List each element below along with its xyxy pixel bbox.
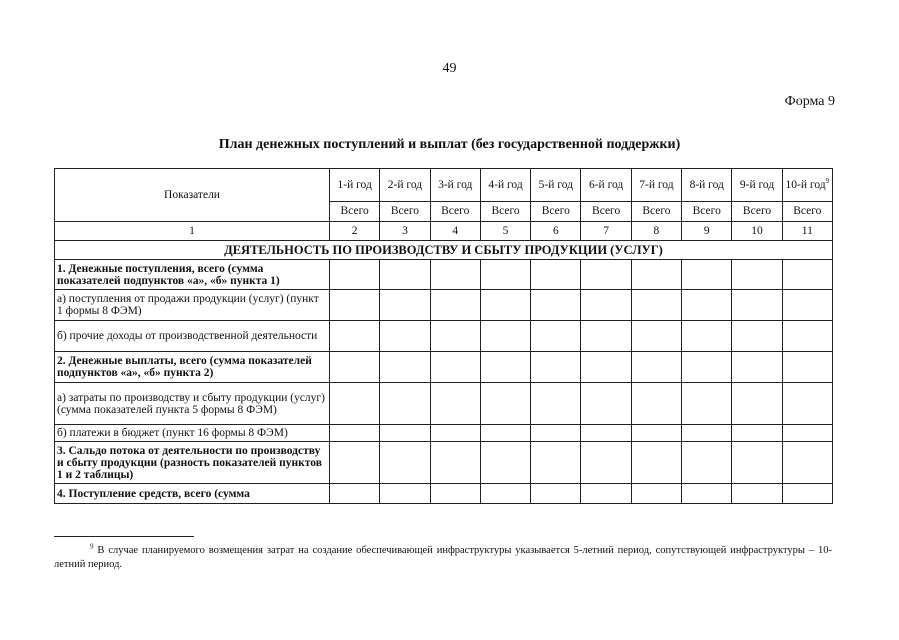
value-cell (430, 442, 480, 484)
value-cell (430, 484, 480, 504)
table-row (55, 352, 833, 383)
year-header: 1-й год (330, 169, 380, 202)
value-cell (330, 425, 380, 442)
value-cell (531, 321, 581, 352)
value-cell (531, 442, 581, 484)
value-cell (682, 425, 732, 442)
column-number: 7 (581, 222, 631, 241)
value-cell (732, 442, 782, 484)
column-number-row (55, 222, 833, 241)
value-cell (330, 484, 380, 504)
value-cell (581, 260, 631, 290)
column-number: 5 (480, 222, 530, 241)
document-title: План денежных поступлений и выплат (без государственной поддержки) (218, 137, 681, 152)
value-cell (480, 383, 530, 425)
value-cell (782, 484, 832, 504)
value-cell (330, 383, 380, 425)
value-cell (430, 352, 480, 383)
value-cell (330, 321, 380, 352)
total-subheader: Всего (531, 201, 581, 221)
value-cell (380, 425, 430, 442)
value-cell (782, 442, 832, 484)
year-header-10 (782, 169, 832, 202)
value-cell (581, 290, 631, 321)
value-cell (631, 484, 681, 504)
value-cell (430, 425, 480, 442)
table-row (55, 442, 833, 484)
value-cell (430, 290, 480, 321)
value-cell (682, 442, 732, 484)
value-cell (480, 352, 530, 383)
total-subheader: Всего (581, 201, 631, 221)
value-cell (330, 260, 380, 290)
value-cell (531, 352, 581, 383)
value-cell (732, 260, 782, 290)
value-cell (380, 442, 430, 484)
year-header: 5-й год (531, 169, 581, 202)
value-cell (732, 352, 782, 383)
column-number: 4 (430, 222, 480, 241)
footnote-text: В случае планируемого возмещения затрат на создание обеспечивающей инфраструктуры указывается 5-летний период, сопутствующей инфраструктуры – 10-летний период. (54, 545, 833, 570)
value-cell (682, 383, 732, 425)
column-number: 11 (782, 222, 832, 241)
value-cell (682, 260, 732, 290)
row-label: б) платежи в бюджет (пункт 16 формы 8 ФЭМ) (55, 425, 330, 442)
table-row (55, 383, 833, 425)
value-cell (531, 425, 581, 442)
column-number: 8 (631, 222, 681, 241)
year-header: 3-й год (430, 169, 480, 202)
row-label: 2. Денежные выплаты, всего (сумма показателей подпунктов «а», «б» пункта 2) (55, 352, 330, 383)
column-number: 10 (732, 222, 782, 241)
value-cell (430, 383, 480, 425)
value-cell (330, 352, 380, 383)
value-cell (480, 442, 530, 484)
value-cell (480, 290, 530, 321)
value-cell (480, 425, 530, 442)
total-subheader: Всего (380, 201, 430, 221)
row-label: 1. Денежные поступления, всего (сумма показателей подпунктов «а», «б» пункта 1) (55, 260, 330, 290)
value-cell (430, 321, 480, 352)
value-cell (380, 321, 430, 352)
value-cell (732, 321, 782, 352)
column-number: 9 (682, 222, 732, 241)
total-subheader: Всего (480, 201, 530, 221)
table-row (55, 425, 833, 442)
cash-flow-plan-table (54, 168, 833, 504)
value-cell (380, 383, 430, 425)
total-subheader: Всего (330, 201, 380, 221)
value-cell (430, 260, 480, 290)
table-row (55, 484, 833, 504)
value-cell (732, 290, 782, 321)
value-cell (732, 484, 782, 504)
year-header: 7-й год (631, 169, 681, 202)
year-header: 2-й год (380, 169, 430, 202)
value-cell (782, 352, 832, 383)
value-cell (480, 321, 530, 352)
value-cell (782, 383, 832, 425)
value-cell (581, 442, 631, 484)
page-number: 49 (442, 61, 457, 76)
form-label: Форма 9 (784, 94, 835, 109)
column-number: 3 (380, 222, 430, 241)
total-subheader: Всего (682, 201, 732, 221)
footnote-divider (54, 536, 194, 537)
column-number: 2 (330, 222, 380, 241)
year-header: 6-й год (581, 169, 631, 202)
value-cell (631, 352, 681, 383)
footnote-mark: 9 (825, 177, 830, 186)
value-cell (631, 290, 681, 321)
row-label: 4. Поступление средств, всего (сумма (55, 484, 330, 504)
value-cell (581, 383, 631, 425)
table-row (55, 290, 833, 321)
value-cell (631, 321, 681, 352)
year-header-10-label: 10-й год (785, 178, 826, 191)
year-header: 9-й год (732, 169, 782, 202)
year-header: 4-й год (480, 169, 530, 202)
total-subheader: Всего (732, 201, 782, 221)
header-row-years (55, 169, 833, 202)
row-label: а) поступления от продажи продукции (услуг) (пункт 1 формы 8 ФЭМ) (55, 290, 330, 321)
table-row (55, 321, 833, 352)
footnote-mark: 9 (90, 542, 94, 551)
value-cell (480, 260, 530, 290)
value-cell (380, 260, 430, 290)
value-cell (480, 484, 530, 504)
value-cell (682, 321, 732, 352)
value-cell (531, 484, 581, 504)
value-cell (531, 290, 581, 321)
column-number: 6 (531, 222, 581, 241)
row-label: а) затраты по производству и сбыту продукции (услуг) (сумма показателей пункта 5 формы 8 ФЭМ) (55, 383, 330, 425)
value-cell (631, 383, 681, 425)
value-cell (631, 260, 681, 290)
value-cell (682, 352, 732, 383)
year-header: 8-й год (682, 169, 732, 202)
value-cell (380, 484, 430, 504)
value-cell (581, 484, 631, 504)
value-cell (782, 321, 832, 352)
value-cell (782, 425, 832, 442)
value-cell (682, 290, 732, 321)
section-row (55, 241, 833, 260)
value-cell (732, 425, 782, 442)
value-cell (682, 484, 732, 504)
value-cell (581, 425, 631, 442)
section-title: ДЕЯТЕЛЬНОСТЬ ПО ПРОИЗВОДСТВУ И СБЫТУ ПРОДУКЦИИ (УСЛУГ) (55, 241, 833, 260)
column-number: 1 (55, 222, 330, 241)
total-subheader: Всего (430, 201, 480, 221)
table-row (55, 260, 833, 290)
value-cell (732, 383, 782, 425)
value-cell (531, 383, 581, 425)
total-subheader: Всего (631, 201, 681, 221)
value-cell (330, 290, 380, 321)
value-cell (581, 352, 631, 383)
value-cell (380, 352, 430, 383)
footnote (54, 544, 832, 572)
value-cell (631, 425, 681, 442)
row-label: 3. Сальдо потока от деятельности по производству и сбыту продукции (разность показателей пунктов 1 и 2 таблицы) (55, 442, 330, 484)
value-cell (380, 290, 430, 321)
value-cell (531, 260, 581, 290)
indicators-header: Показатели (55, 169, 330, 222)
value-cell (782, 290, 832, 321)
value-cell (631, 442, 681, 484)
value-cell (330, 442, 380, 484)
row-label: б) прочие доходы от производственной деятельности (55, 321, 330, 352)
total-subheader: Всего (782, 201, 832, 221)
value-cell (782, 260, 832, 290)
value-cell (581, 321, 631, 352)
